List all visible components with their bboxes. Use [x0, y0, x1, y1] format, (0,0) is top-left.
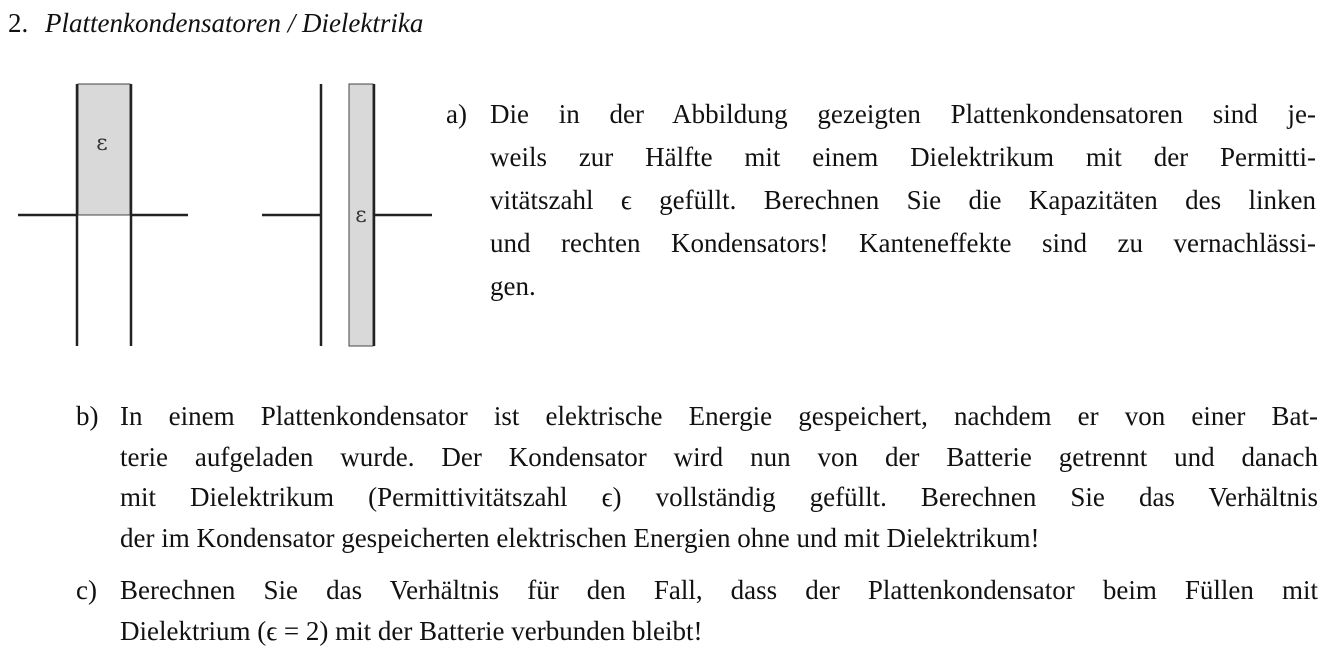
part-b — [76, 396, 1318, 558]
problem-title: Plattenkondensatoren / Dielektrika — [45, 8, 423, 38]
problem-heading — [8, 6, 423, 40]
part-c — [76, 570, 1318, 651]
part-b-label: b) — [76, 396, 99, 437]
capacitor-diagram — [0, 78, 440, 353]
part-b-line: der im Kondensator gespeicherten elektrischen Energien ohne und mit Dielektrikum! — [120, 518, 1318, 559]
part-a-label: a) — [446, 93, 467, 136]
part-c-text — [120, 570, 1318, 651]
part-b-line: In einem Plattenkondensator ist elektrische Energie gespeichert, nachdem er von einer Bat- — [120, 396, 1318, 437]
part-b-line: mit Dielektrikum (Permittivitätszahl ϵ) vollständig gefüllt. Berechnen Sie das Verhältnis — [120, 477, 1318, 518]
part-a-line: weils zur Hälfte mit einem Dielektrikum mit der Permitti- — [490, 136, 1316, 179]
part-a-text — [490, 93, 1316, 308]
right-epsilon-label: ε — [355, 203, 366, 228]
part-a — [446, 93, 1316, 308]
part-c-label: c) — [76, 570, 97, 611]
part-a-line: gen. — [490, 265, 1316, 308]
capacitor-figure — [0, 78, 440, 353]
problem-number: 2. — [8, 8, 28, 38]
part-a-line: und rechten Kondensators! Kanteneffekte sind zu vernachlässi- — [490, 222, 1316, 265]
part-b-text — [120, 396, 1318, 558]
part-a-line: Die in der Abbildung gezeigten Plattenkondensatoren sind je- — [490, 93, 1316, 136]
part-c-line: Dielektrium (ϵ = 2) mit der Batterie verbunden bleibt! — [120, 611, 1318, 651]
part-c-line: Berechnen Sie das Verhältnis für den Fall, dass der Plattenkondensator beim Füllen mit — [120, 570, 1318, 611]
left-epsilon-label: ε — [96, 131, 107, 156]
part-b-line: terie aufgeladen wurde. Der Kondensator wird nun von der Batterie getrennt und danach — [120, 437, 1318, 478]
part-a-line: vitätszahl ϵ gefüllt. Berechnen Sie die Kapazitäten des linken — [490, 179, 1316, 222]
